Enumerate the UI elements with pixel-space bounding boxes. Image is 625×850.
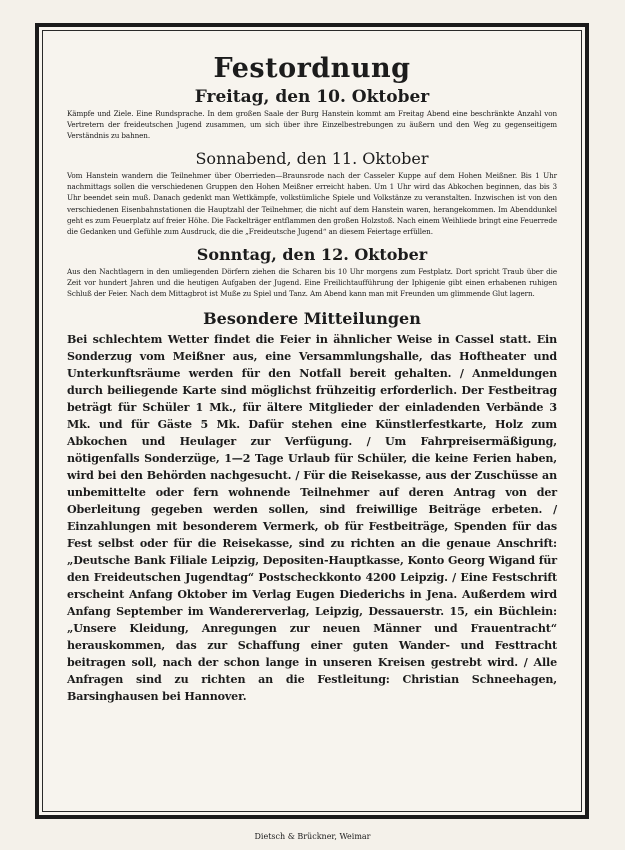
sunday-heading: Sonntag, den 12. Oktober <box>196 244 428 264</box>
saturday-heading: Sonnabend, den 11. Oktober <box>195 149 429 169</box>
sunday-text: Aus den Nachtlagern in den umliegenden Dörfern ziehen die Scharen bis 10 Uhr morgens zum Festplatz. Dort spricht Traub über die Zeit vor hundert Jahren und die heutigen Aufgaben der Jugend. Eine Freilichtaufführung der Iphigenie gibt einen erhabenen ruhigen Schluß der Feier. Nach dem Mittagbrot ist Muße zu Spiel und Tanz. Am Abend kann man mit Freunden um glimmende Glut lagern. <box>67 266 557 299</box>
program-content <box>67 53 557 705</box>
saturday-text: Vom Hanstein wandern die Teilnehmer über Oberrieden—Braunsrode nach der Casseler Kuppe auf dem Hohen Meißner. Bis 1 Uhr nachmittags sollen die verschiedenen Gruppen den Hohen Meißner erreicht haben. Um 1 Uhr wird das Abkochen beginnen, das bis 3 Uhr beendet sein muß. Danach gedenkt man Wettkämpfe, volkstümliche Spiele und Volkstänze zu veranstalten. Inzwischen ist von den verschiedenen Eisenbahnstationen die Hauptzahl der Teilnehmer, die nicht auf dem Hanstein waren, herangekommen. Im Abenddunkel geht es zum Feuerplatz auf freier Höhe. Die Fackelträger entflammen den großen Holzstoß. Nach einem Weihliede bringt eine Feuerrede die Gedanken und Gefühle zum Ausdruck, die die „Freideutsche Jugend“ an diesem Feiertage erfüllen. <box>67 171 557 236</box>
friday-heading: Freitag, den 10. Oktober <box>194 87 430 107</box>
special-text: Bei schlechtem Wetter findet die Feier in ähnlicher Weise in Cassel statt. Ein Sonderzug vom Meißner aus, eine Versammlungshalle, das Hoftheater und Unterkunftsräume werden für den Notfall bereit gehalten. / Anmeldungen durch beiliegende Karte sind möglichst frühzeitig erforderlich. Der Festbeitrag beträgt für Schüler 1 Mk., für ältere Mitglieder der einladenden Verbände 3 Mk. und für Gäste 5 Mk. Dafür stehen eine Künstlerfestkarte, Holz zum Abkochen und Heulager zur Verfügung. / Um Fahrpreisermäßigung, nötigenfalls Sonderzüge, 1—2 Tage Urlaub für Schüler, die keine Ferien haben, wird bei den Behörden nachgesucht. / Für die Reisekasse, aus der Zuschüsse an unbemittelte oder fern wohnende Teilnehmer auf deren Antrag von der Oberleitung gegeben werden sollen, sind freiwillige Beiträge erbeten. / Einzahlungen mit besonderem Vermerk, ob für Festbeiträge, Spenden für das Fest selbst oder für die Reisekasse, sind zu richten an die genaue Anschrift: „Deutsche Bank Filiale Leipzig, Depositen-Hauptkasse, Konto Georg Wigand für den Freideutschen Jugendtag“ Postscheckkonto 4200 Leipzig. / Eine Festschrift erscheint Anfang Oktober im Verlag Eugen Diederichs in Jena. Außerdem wird Anfang September im Wandererverlag, Leipzig, Dessauerstr. 15, ein Büchlein: „Unsere Kleidung, Anregungen zur neuen Männer und Frauentracht“ herauskommen, das zur Schaffung einer guten Wander- und Festtracht beitragen soll, nach der schon lange in unseren Kreisen gestrebt wird. / Alle Anfragen sind zu richten an die Festleitung: Christian Schneehagen, Barsinghausen bei Hannover. <box>67 333 557 704</box>
program-sheet <box>35 23 589 819</box>
printer-credit: Dietsch & Brückner, Weimar <box>254 832 371 841</box>
friday-text: Kämpfe und Ziele. Eine Rundsprache. In dem großen Saale der Burg Hanstein kommt am Freitag Abend eine beschränkte Anzahl von Vertretern der freideutschen Jugend zusammen, um sich über ihre Einzelbestrebungen zu äußern und den Weg zu gegenseitigem Verständnis zu bahnen. <box>67 109 557 141</box>
special-heading: Besondere Mitteilungen <box>203 309 421 329</box>
page-title: Festordnung <box>213 53 411 84</box>
